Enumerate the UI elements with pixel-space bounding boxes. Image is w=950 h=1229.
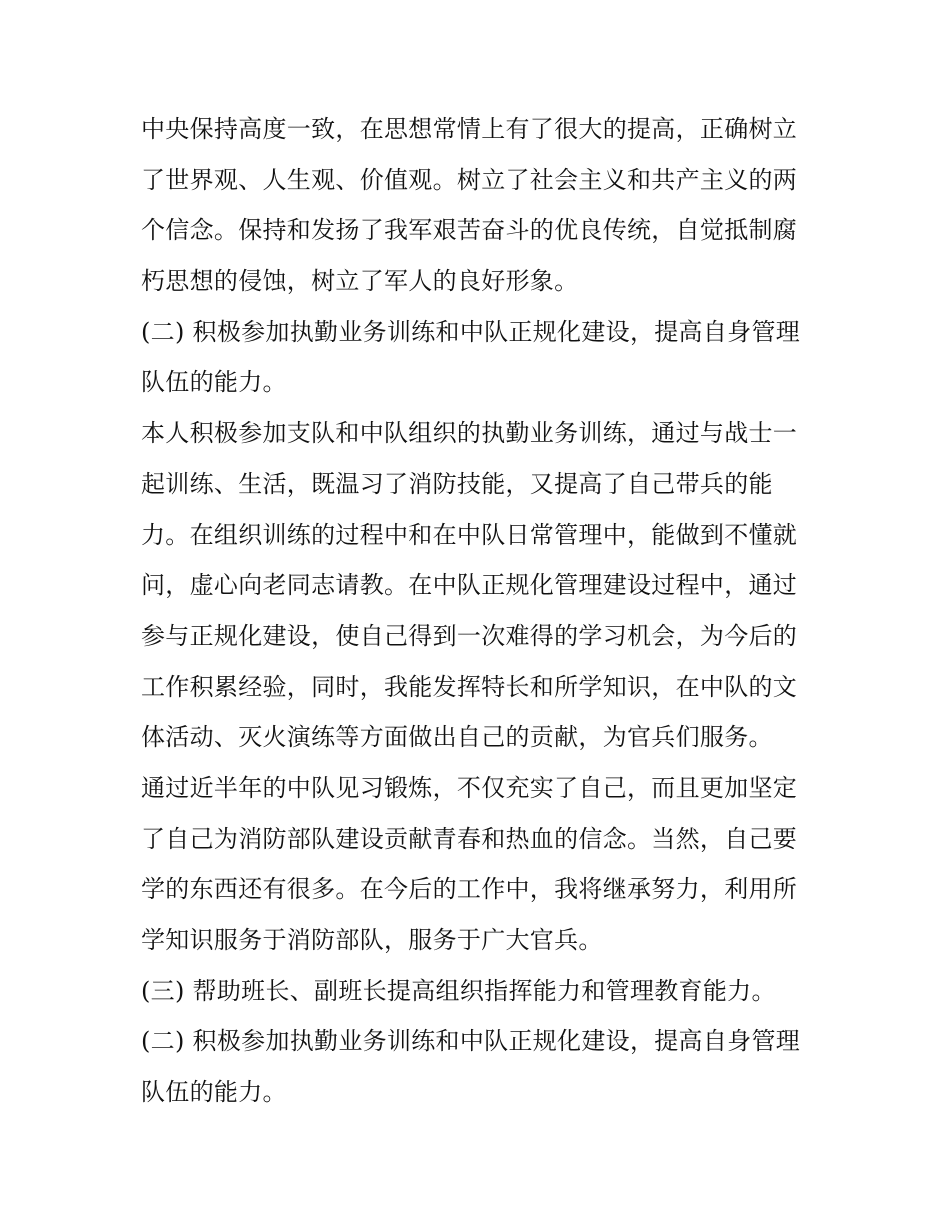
text-line: 参与正规化建设，使自己得到一次难得的学习机会，为今后的 <box>141 621 798 650</box>
text-line: 学的东西还有很多。在今后的工作中，我将继承努力，利用所 <box>141 875 798 904</box>
text-line: 起训练、生活，既温习了消防技能，又提高了自己带兵的能 <box>141 469 773 498</box>
text-line: 学知识服务于消防部队，服务于广大官兵。 <box>141 926 603 954</box>
text-line: 本人积极参加支队和中队组织的执勤业务训练，通过与战士一 <box>141 419 798 448</box>
text-line: 了自己为消防部队建设贡献青春和热血的信念。当然，自己要 <box>141 824 798 853</box>
text-line: 问，虚心向老同志请教。在中队正规化管理建设过程中，通过 <box>141 571 798 600</box>
section-heading-line: (二) 积极参加执勤业务训练和中队正规化建设，提高自身管理 <box>141 317 801 346</box>
section-heading-line: 队伍的能力。 <box>141 1078 287 1107</box>
document-body <box>141 104 821 1118</box>
section-heading-line: 队伍的能力。 <box>141 368 287 397</box>
text-line: 工作积累经验，同时，我能发挥特长和所学知识，在中队的文 <box>141 672 798 701</box>
text-line: 中央保持高度一致，在思想常情上有了很大的提高，正确树立 <box>141 115 798 143</box>
section-heading-line: (二) 积极参加执勤业务训练和中队正规化建设，提高自身管理 <box>141 1027 801 1056</box>
section-heading-line: (三) 帮助班长、副班长提高组织指挥能力和管理教育能力。 <box>141 976 776 1005</box>
text-line: 通过近半年的中队见习锻炼，不仅充实了自己，而且更加坚定 <box>141 773 798 802</box>
text-line: 朽思想的侵蚀，树立了军人的良好形象。 <box>141 267 579 296</box>
text-line: 个信念。保持和发扬了我军艰苦奋斗的优良传统，自觉抵制腐 <box>141 216 798 245</box>
text-line: 了世界观、人生观、价值观。树立了社会主义和共产主义的两 <box>141 165 798 194</box>
text-line: 体活动、灭火演练等方面做出自己的贡献，为官兵们服务。 <box>141 723 773 752</box>
text-line: 力。在组织训练的过程中和在中队日常管理中，能做到不懂就 <box>141 520 798 549</box>
